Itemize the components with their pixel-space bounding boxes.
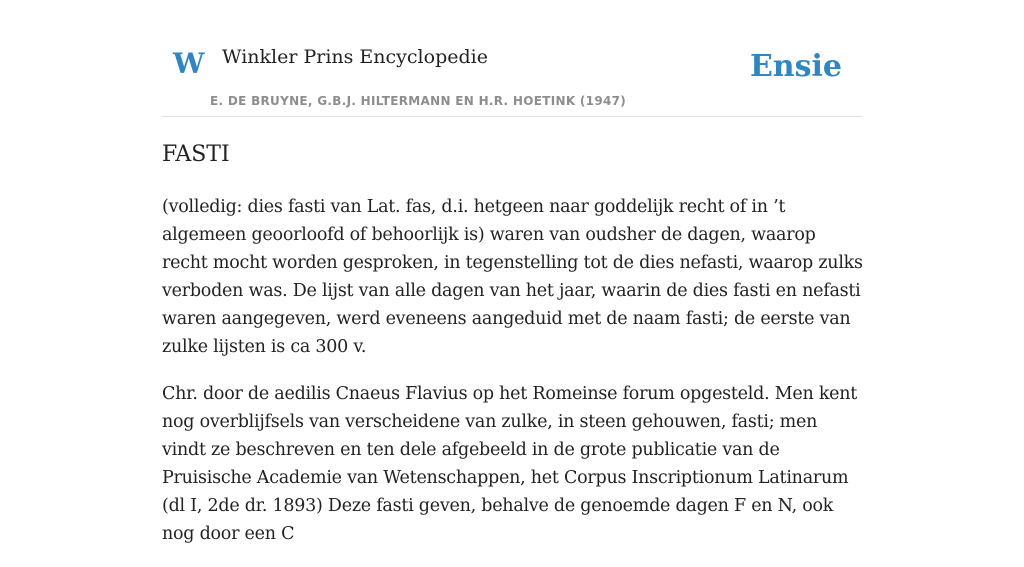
page-header [162,0,862,117]
article-title: FASTI [162,142,230,167]
article-paragraph-2: Chr. door de aedilis Cnaeus Flavius op het Romeinse forum opgesteld. Men kent nog overblijfsels van verscheidene van zulke, in steen gehouwen, fasti; men vindt ze beschreven en ten dele afgebeeld in de grote publicatie van de Pruisische Academie van Wetenschappen, het Corpus Inscriptionum Latinarum (dl I, 2de dr. 1893) Deze fasti geven, behalve de genoemde dagen F en N, ook nog door een C [162,384,858,544]
article-paragraph-1: (volledig: dies fasti van Lat. fas, d.i. hetgeen naar goddelijk recht of in ’t algemeen geoorloofd of behoorlijk is) waren van oudsher de dagen, waarop recht mocht worden gesproken, in tegenstelling tot de dies nefasti, waarop zulks verboden was. De lijst van alle dagen van het jaar, waarin de dies fasti en nefasti waren aangegeven, werd eveneens aangeduid met de naam fasti; de eerste van zulke lijsten is ca 300 v. [162,197,863,357]
article [162,138,864,567]
source-title[interactable]: Winkler Prins Encyclopedie [222,46,488,68]
winkler-prins-logo[interactable]: W [173,47,205,80]
ensie-logo[interactable]: Ensie [749,49,842,84]
source-authors: E. DE BRUYNE, G.B.J. HILTERMANN EN H.R. HOETINK (1947) [210,94,627,108]
